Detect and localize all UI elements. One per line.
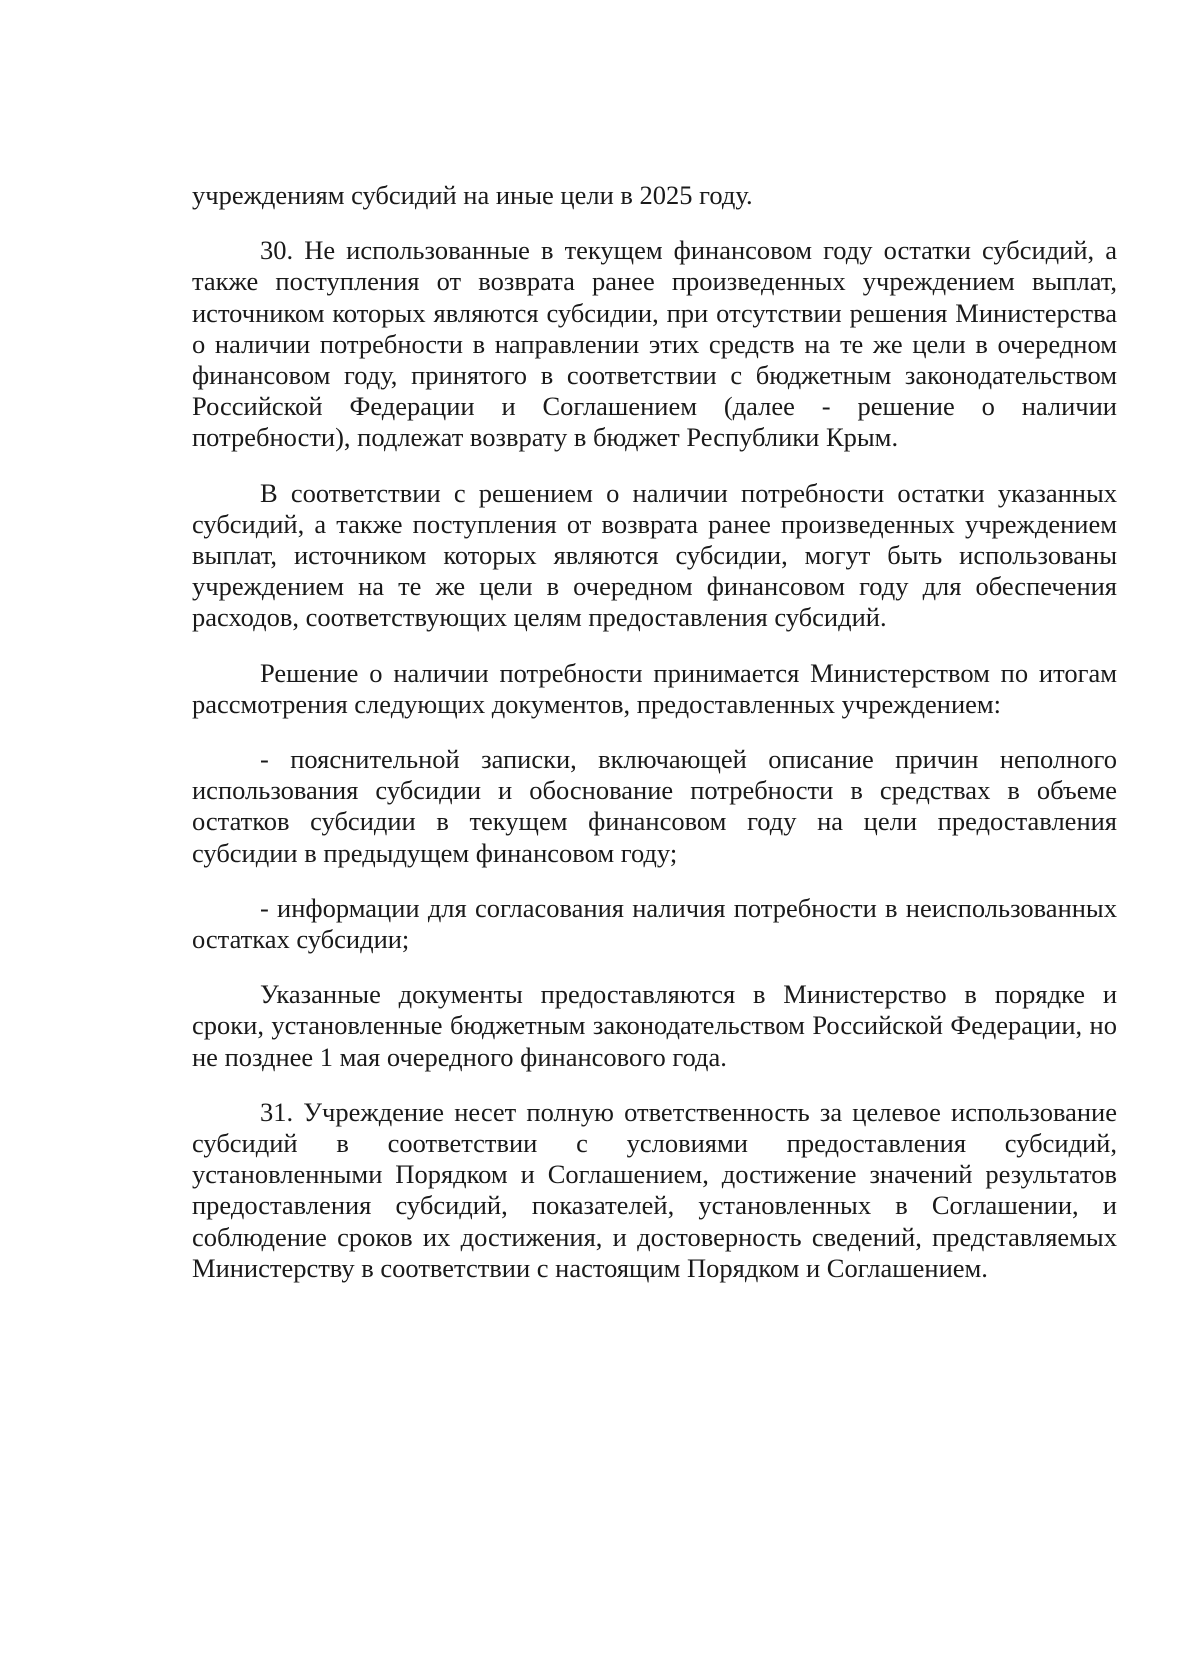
paragraph-decision-basis: Решение о наличии потребности принимается Министерством по итогам рассмотрения следующих документов, предоставленных учреждением:	[192, 657, 1117, 719]
paragraph-item-30: 30. Не использованные в текущем финансовом году остатки субсидий, а также поступления от возврата ранее произведенных учреждением выплат, источником которых являются субсидии, при отсутствии решения Министерства о наличии потребности в направлении этих средств на те же цели в очередном финансовом году, принятого в соответствии с бюджетным законодательством Российской Федерации и Соглашением (далее - решение о наличии потребности), подлежат возврату в бюджет Республики Крым.	[192, 235, 1117, 453]
paragraph-remaining-use: В соответствии с решением о наличии потребности остатки указанных субсидий, а также поступления от возврата ранее произведенных учреждением выплат, источником которых являются субсидии, могут быть использованы учреждением на те же цели в очередном финансовом году для обеспечения расходов, соответствующих целям предоставления субсидий.	[192, 477, 1117, 633]
paragraph-submission-deadline: Указанные документы предоставляются в Министерство в порядке и сроки, установленные бюджетным законодательством Российской Федерации, но не позднее 1 мая очередного финансового года.	[192, 979, 1117, 1072]
list-item-explanatory-note: - пояснительной записки, включающей описание причин неполного использования субсидии и обоснование потребности в средствах в объеме остатков субсидии в текущем финансовом году на цели предоставления субсидии в предыдущем финансовом году;	[192, 744, 1117, 868]
list-item-approval-info: - информации для согласования наличия потребности в неиспользованных остатках субсидии;	[192, 892, 1117, 955]
document-body	[192, 180, 1117, 1308]
paragraph-continuation: учреждениям субсидий на иные цели в 2025 году.	[192, 180, 753, 210]
paragraph-item-31: 31. Учреждение несет полную ответственность за целевое использование субсидий в соответствии с условиями предоставления субсидий, установленными Порядком и Соглашением, достижение значений результатов предоставления субсидий, показателей, установленных в Соглашении, и соблюдение сроков их достижения, и достоверность сведений, представляемых Министерству в соответствии с настоящим Порядком и Соглашением.	[192, 1096, 1117, 1283]
